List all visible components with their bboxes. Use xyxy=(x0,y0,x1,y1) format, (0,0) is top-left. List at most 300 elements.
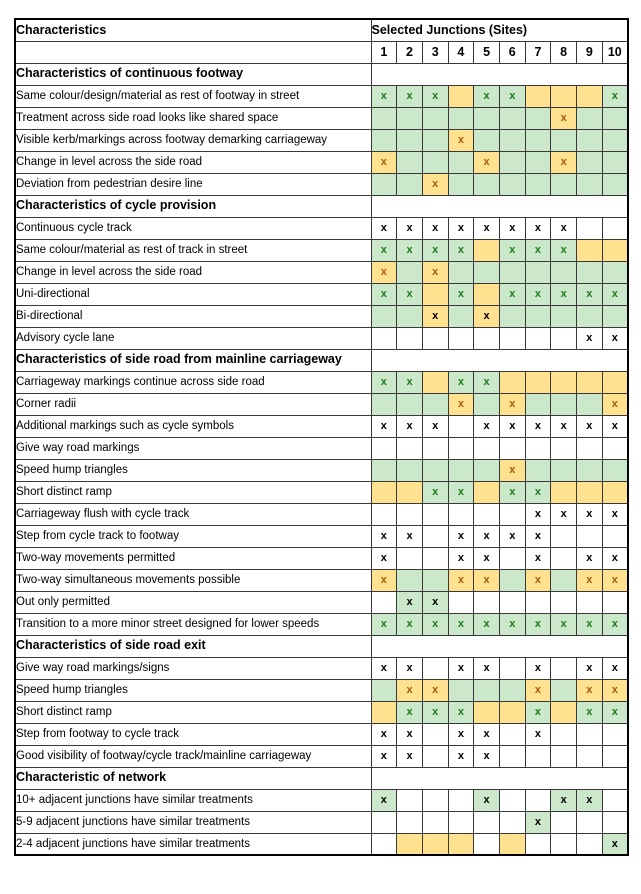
matrix-cell xyxy=(499,261,525,283)
matrix-cell: x xyxy=(397,239,423,261)
site-number-10: 10 xyxy=(602,41,628,63)
row-label: Carriageway markings continue across side road xyxy=(15,371,371,393)
section-row xyxy=(15,349,628,371)
table-row xyxy=(15,679,628,701)
matrix-cell xyxy=(499,503,525,525)
matrix-cell xyxy=(525,745,551,767)
matrix-cell: x xyxy=(525,415,551,437)
matrix-cell: x xyxy=(602,679,628,701)
matrix-cell: x xyxy=(577,415,603,437)
row-label: Two-way simultaneous movements possible xyxy=(15,569,371,591)
table-row xyxy=(15,613,628,635)
matrix-cell xyxy=(577,525,603,547)
row-label: Continuous cycle track xyxy=(15,217,371,239)
matrix-cell xyxy=(474,107,500,129)
matrix-cell: x xyxy=(474,547,500,569)
matrix-cell: x xyxy=(602,569,628,591)
matrix-cell xyxy=(499,173,525,195)
matrix-cell xyxy=(499,657,525,679)
table-row xyxy=(15,151,628,173)
matrix-cell: x xyxy=(422,591,448,613)
matrix-cell xyxy=(602,261,628,283)
matrix-cell: x xyxy=(448,613,474,635)
row-label: Give way road markings xyxy=(15,437,371,459)
section-row xyxy=(15,195,628,217)
matrix-cell xyxy=(422,283,448,305)
matrix-cell xyxy=(448,833,474,855)
matrix-cell: x xyxy=(551,283,577,305)
matrix-cell xyxy=(371,173,397,195)
row-label: Advisory cycle lane xyxy=(15,327,371,349)
matrix-cell: x xyxy=(525,657,551,679)
matrix-cell xyxy=(525,85,551,107)
matrix-cell: x xyxy=(371,261,397,283)
matrix-cell xyxy=(371,591,397,613)
matrix-cell: x xyxy=(371,745,397,767)
matrix-cell: x xyxy=(577,657,603,679)
matrix-cell xyxy=(499,547,525,569)
matrix-cell xyxy=(602,173,628,195)
matrix-cell: x xyxy=(397,591,423,613)
table-row xyxy=(15,415,628,437)
matrix-cell: x xyxy=(397,657,423,679)
matrix-cell xyxy=(474,129,500,151)
matrix-cell: x xyxy=(577,327,603,349)
section-row xyxy=(15,767,628,789)
matrix-cell xyxy=(551,657,577,679)
section-header: Characteristics of cycle provision xyxy=(15,195,371,217)
matrix-cell: x xyxy=(602,415,628,437)
matrix-cell xyxy=(474,239,500,261)
matrix-cell xyxy=(397,305,423,327)
site-number-6: 6 xyxy=(499,41,525,63)
matrix-cell: x xyxy=(525,811,551,833)
matrix-cell xyxy=(499,129,525,151)
matrix-cell xyxy=(577,129,603,151)
matrix-cell xyxy=(525,393,551,415)
matrix-cell xyxy=(602,723,628,745)
matrix-cell: x xyxy=(551,239,577,261)
matrix-cell xyxy=(422,833,448,855)
matrix-cell xyxy=(474,481,500,503)
matrix-cell xyxy=(499,701,525,723)
matrix-cell xyxy=(474,679,500,701)
matrix-cell xyxy=(551,811,577,833)
matrix-cell xyxy=(602,789,628,811)
matrix-cell xyxy=(371,327,397,349)
matrix-cell xyxy=(422,789,448,811)
matrix-cell xyxy=(602,811,628,833)
matrix-cell: x xyxy=(474,305,500,327)
matrix-cell: x xyxy=(525,283,551,305)
matrix-cell: x xyxy=(422,481,448,503)
row-label: Out only permitted xyxy=(15,591,371,613)
matrix-cell xyxy=(371,393,397,415)
matrix-cell xyxy=(525,129,551,151)
matrix-cell xyxy=(551,261,577,283)
matrix-cell: x xyxy=(499,239,525,261)
row-label: Step from footway to cycle track xyxy=(15,723,371,745)
matrix-cell xyxy=(448,679,474,701)
matrix-cell: x xyxy=(525,239,551,261)
matrix-cell xyxy=(397,459,423,481)
matrix-cell xyxy=(397,503,423,525)
matrix-cell: x xyxy=(499,283,525,305)
matrix-cell xyxy=(525,833,551,855)
matrix-cell xyxy=(577,261,603,283)
matrix-cell xyxy=(577,811,603,833)
site-number-7: 7 xyxy=(525,41,551,63)
matrix-cell xyxy=(422,503,448,525)
matrix-cell xyxy=(448,437,474,459)
matrix-cell xyxy=(499,833,525,855)
matrix-cell xyxy=(397,569,423,591)
section-row xyxy=(15,635,628,657)
table-row xyxy=(15,547,628,569)
matrix-cell: x xyxy=(371,283,397,305)
matrix-cell xyxy=(448,459,474,481)
matrix-cell xyxy=(551,525,577,547)
table-row xyxy=(15,371,628,393)
row-label: 10+ adjacent junctions have similar treatments xyxy=(15,789,371,811)
matrix-cell xyxy=(474,327,500,349)
site-number-9: 9 xyxy=(577,41,603,63)
matrix-cell: x xyxy=(525,613,551,635)
matrix-cell xyxy=(551,327,577,349)
matrix-cell: x xyxy=(525,481,551,503)
section-empty-span xyxy=(371,63,628,85)
matrix-cell: x xyxy=(525,525,551,547)
matrix-cell: x xyxy=(499,85,525,107)
matrix-cell xyxy=(371,811,397,833)
matrix-cell: x xyxy=(448,701,474,723)
matrix-cell: x xyxy=(397,679,423,701)
section-empty-span xyxy=(371,349,628,371)
matrix-cell xyxy=(474,261,500,283)
matrix-cell: x xyxy=(371,151,397,173)
matrix-cell: x xyxy=(422,679,448,701)
matrix-cell: x xyxy=(474,745,500,767)
matrix-cell xyxy=(602,591,628,613)
matrix-cell: x xyxy=(474,415,500,437)
matrix-cell: x xyxy=(397,701,423,723)
matrix-cell xyxy=(474,393,500,415)
matrix-cell xyxy=(551,459,577,481)
table-row xyxy=(15,305,628,327)
matrix-cell xyxy=(525,305,551,327)
matrix-cell xyxy=(602,437,628,459)
matrix-cell xyxy=(448,305,474,327)
matrix-cell xyxy=(602,481,628,503)
matrix-cell xyxy=(397,437,423,459)
matrix-cell xyxy=(551,569,577,591)
matrix-cell: x xyxy=(474,151,500,173)
matrix-cell xyxy=(551,547,577,569)
matrix-cell: x xyxy=(397,723,423,745)
matrix-cell xyxy=(551,393,577,415)
matrix-cell: x xyxy=(602,613,628,635)
table-row xyxy=(15,459,628,481)
site-number-8: 8 xyxy=(551,41,577,63)
matrix-cell: x xyxy=(448,569,474,591)
site-number-1: 1 xyxy=(371,41,397,63)
matrix-cell: x xyxy=(499,613,525,635)
matrix-cell xyxy=(499,811,525,833)
matrix-cell: x xyxy=(422,415,448,437)
matrix-cell: x xyxy=(448,371,474,393)
matrix-cell xyxy=(551,437,577,459)
matrix-cell xyxy=(577,591,603,613)
matrix-cell xyxy=(422,437,448,459)
matrix-cell xyxy=(448,85,474,107)
table-row xyxy=(15,239,628,261)
matrix-cell xyxy=(448,261,474,283)
matrix-cell xyxy=(525,371,551,393)
matrix-cell xyxy=(371,481,397,503)
row-label: Uni-directional xyxy=(15,283,371,305)
matrix-cell: x xyxy=(474,657,500,679)
matrix-cell: x xyxy=(551,789,577,811)
matrix-cell xyxy=(577,217,603,239)
matrix-cell xyxy=(499,591,525,613)
matrix-cell xyxy=(525,437,551,459)
matrix-cell xyxy=(397,151,423,173)
matrix-cell xyxy=(474,591,500,613)
table-row xyxy=(15,481,628,503)
matrix-cell xyxy=(551,305,577,327)
matrix-cell xyxy=(397,107,423,129)
matrix-cell xyxy=(422,327,448,349)
matrix-cell: x xyxy=(397,371,423,393)
table-row xyxy=(15,789,628,811)
matrix-cell xyxy=(499,107,525,129)
matrix-cell xyxy=(397,481,423,503)
matrix-cell: x xyxy=(371,569,397,591)
matrix-cell xyxy=(474,833,500,855)
matrix-cell: x xyxy=(551,415,577,437)
section-row xyxy=(15,63,628,85)
matrix-cell xyxy=(602,217,628,239)
matrix-cell xyxy=(551,481,577,503)
matrix-cell: x xyxy=(448,239,474,261)
matrix-cell: x xyxy=(422,701,448,723)
matrix-cell: x xyxy=(551,613,577,635)
matrix-cell xyxy=(577,85,603,107)
site-numbers-row xyxy=(15,41,628,63)
table-row xyxy=(15,327,628,349)
matrix-cell: x xyxy=(551,217,577,239)
matrix-cell: x xyxy=(499,481,525,503)
matrix-cell xyxy=(499,679,525,701)
table-row xyxy=(15,657,628,679)
matrix-cell: x xyxy=(577,547,603,569)
matrix-cell: x xyxy=(474,217,500,239)
matrix-cell: x xyxy=(422,239,448,261)
matrix-cell: x xyxy=(577,613,603,635)
matrix-cell: x xyxy=(474,789,500,811)
row-label: Visible kerb/markings across footway demarking carriageway xyxy=(15,129,371,151)
matrix-cell: x xyxy=(422,85,448,107)
row-label: Treatment across side road looks like shared space xyxy=(15,107,371,129)
matrix-cell xyxy=(448,591,474,613)
matrix-cell: x xyxy=(577,503,603,525)
matrix-cell xyxy=(422,107,448,129)
matrix-cell: x xyxy=(525,569,551,591)
matrix-cell: x xyxy=(448,547,474,569)
matrix-cell xyxy=(397,173,423,195)
matrix-cell xyxy=(448,173,474,195)
row-label: Short distinct ramp xyxy=(15,701,371,723)
table-row xyxy=(15,85,628,107)
matrix-cell xyxy=(499,569,525,591)
matrix-cell: x xyxy=(474,613,500,635)
matrix-cell: x xyxy=(448,745,474,767)
header-row xyxy=(15,19,628,41)
matrix-cell xyxy=(474,437,500,459)
matrix-cell xyxy=(551,701,577,723)
matrix-cell xyxy=(551,723,577,745)
matrix-cell: x xyxy=(371,525,397,547)
matrix-cell xyxy=(602,305,628,327)
matrix-cell xyxy=(448,503,474,525)
matrix-cell xyxy=(474,459,500,481)
matrix-cell: x xyxy=(602,283,628,305)
table-row xyxy=(15,217,628,239)
table-row xyxy=(15,833,628,855)
matrix-cell: x xyxy=(602,547,628,569)
matrix-cell: x xyxy=(371,613,397,635)
matrix-cell: x xyxy=(371,415,397,437)
matrix-cell xyxy=(577,745,603,767)
matrix-cell: x xyxy=(577,789,603,811)
matrix-cell: x xyxy=(499,459,525,481)
matrix-cell xyxy=(474,811,500,833)
matrix-cell xyxy=(602,745,628,767)
matrix-cell xyxy=(602,151,628,173)
matrix-cell xyxy=(577,437,603,459)
matrix-cell xyxy=(577,723,603,745)
matrix-cell xyxy=(499,151,525,173)
matrix-cell: x xyxy=(602,657,628,679)
matrix-cell: x xyxy=(474,371,500,393)
matrix-cell: x xyxy=(525,547,551,569)
matrix-cell: x xyxy=(422,217,448,239)
matrix-cell xyxy=(397,811,423,833)
section-empty-span xyxy=(371,635,628,657)
matrix-cell: x xyxy=(551,107,577,129)
matrix-cell xyxy=(525,789,551,811)
matrix-cell xyxy=(577,393,603,415)
site-number-4: 4 xyxy=(448,41,474,63)
matrix-cell: x xyxy=(474,569,500,591)
section-empty-span xyxy=(371,767,628,789)
row-label: Transition to a more minor street designed for lower speeds xyxy=(15,613,371,635)
matrix-cell xyxy=(397,547,423,569)
matrix-cell xyxy=(499,789,525,811)
row-label: Change in level across the side road xyxy=(15,261,371,283)
matrix-cell xyxy=(422,371,448,393)
row-label: Speed hump triangles xyxy=(15,679,371,701)
row-label: Carriageway flush with cycle track xyxy=(15,503,371,525)
row-label: Speed hump triangles xyxy=(15,459,371,481)
matrix-cell xyxy=(525,459,551,481)
matrix-cell xyxy=(474,283,500,305)
matrix-cell xyxy=(448,151,474,173)
matrix-cell xyxy=(499,723,525,745)
table-row xyxy=(15,283,628,305)
selected-junctions-header: Selected Junctions (Sites) xyxy=(371,19,628,41)
table-row xyxy=(15,811,628,833)
table-row xyxy=(15,745,628,767)
section-header: Characteristics of side road from mainline carriageway xyxy=(15,349,371,371)
matrix-cell xyxy=(577,459,603,481)
matrix-cell: x xyxy=(474,525,500,547)
matrix-cell: x xyxy=(397,613,423,635)
matrix-cell: x xyxy=(397,415,423,437)
matrix-cell xyxy=(499,437,525,459)
matrix-cell: x xyxy=(577,569,603,591)
row-label: 2-4 adjacent junctions have similar treatments xyxy=(15,833,371,855)
matrix-cell xyxy=(371,833,397,855)
matrix-cell xyxy=(397,327,423,349)
section-empty-span xyxy=(371,195,628,217)
matrix-cell xyxy=(422,569,448,591)
matrix-cell: x xyxy=(602,393,628,415)
matrix-cell: x xyxy=(602,701,628,723)
matrix-cell: x xyxy=(499,393,525,415)
matrix-cell: x xyxy=(422,613,448,635)
junction-characteristics-table xyxy=(14,18,629,856)
matrix-cell: x xyxy=(525,679,551,701)
matrix-cell xyxy=(499,305,525,327)
row-label: Same colour/design/material as rest of footway in street xyxy=(15,85,371,107)
matrix-cell xyxy=(525,107,551,129)
matrix-cell xyxy=(422,151,448,173)
table-row xyxy=(15,129,628,151)
matrix-cell: x xyxy=(577,701,603,723)
matrix-cell: x xyxy=(397,85,423,107)
matrix-cell xyxy=(371,459,397,481)
matrix-cell: x xyxy=(525,701,551,723)
table-row xyxy=(15,569,628,591)
characteristics-header: Characteristics xyxy=(15,19,371,41)
matrix-cell: x xyxy=(371,657,397,679)
matrix-cell xyxy=(422,723,448,745)
matrix-cell: x xyxy=(371,789,397,811)
matrix-cell xyxy=(577,833,603,855)
matrix-cell: x xyxy=(499,525,525,547)
row-label: Deviation from pedestrian desire line xyxy=(15,173,371,195)
matrix-cell: x xyxy=(577,679,603,701)
matrix-cell xyxy=(397,833,423,855)
section-header: Characteristics of continuous footway xyxy=(15,63,371,85)
matrix-cell xyxy=(371,129,397,151)
table-row xyxy=(15,591,628,613)
matrix-cell xyxy=(499,371,525,393)
matrix-cell: x xyxy=(448,217,474,239)
table-row xyxy=(15,173,628,195)
row-label: Short distinct ramp xyxy=(15,481,371,503)
matrix-cell xyxy=(474,503,500,525)
matrix-cell xyxy=(551,679,577,701)
matrix-cell xyxy=(602,459,628,481)
matrix-cell xyxy=(422,129,448,151)
matrix-cell: x xyxy=(474,723,500,745)
matrix-cell: x xyxy=(397,283,423,305)
matrix-cell xyxy=(448,811,474,833)
matrix-cell xyxy=(551,85,577,107)
matrix-cell xyxy=(371,107,397,129)
